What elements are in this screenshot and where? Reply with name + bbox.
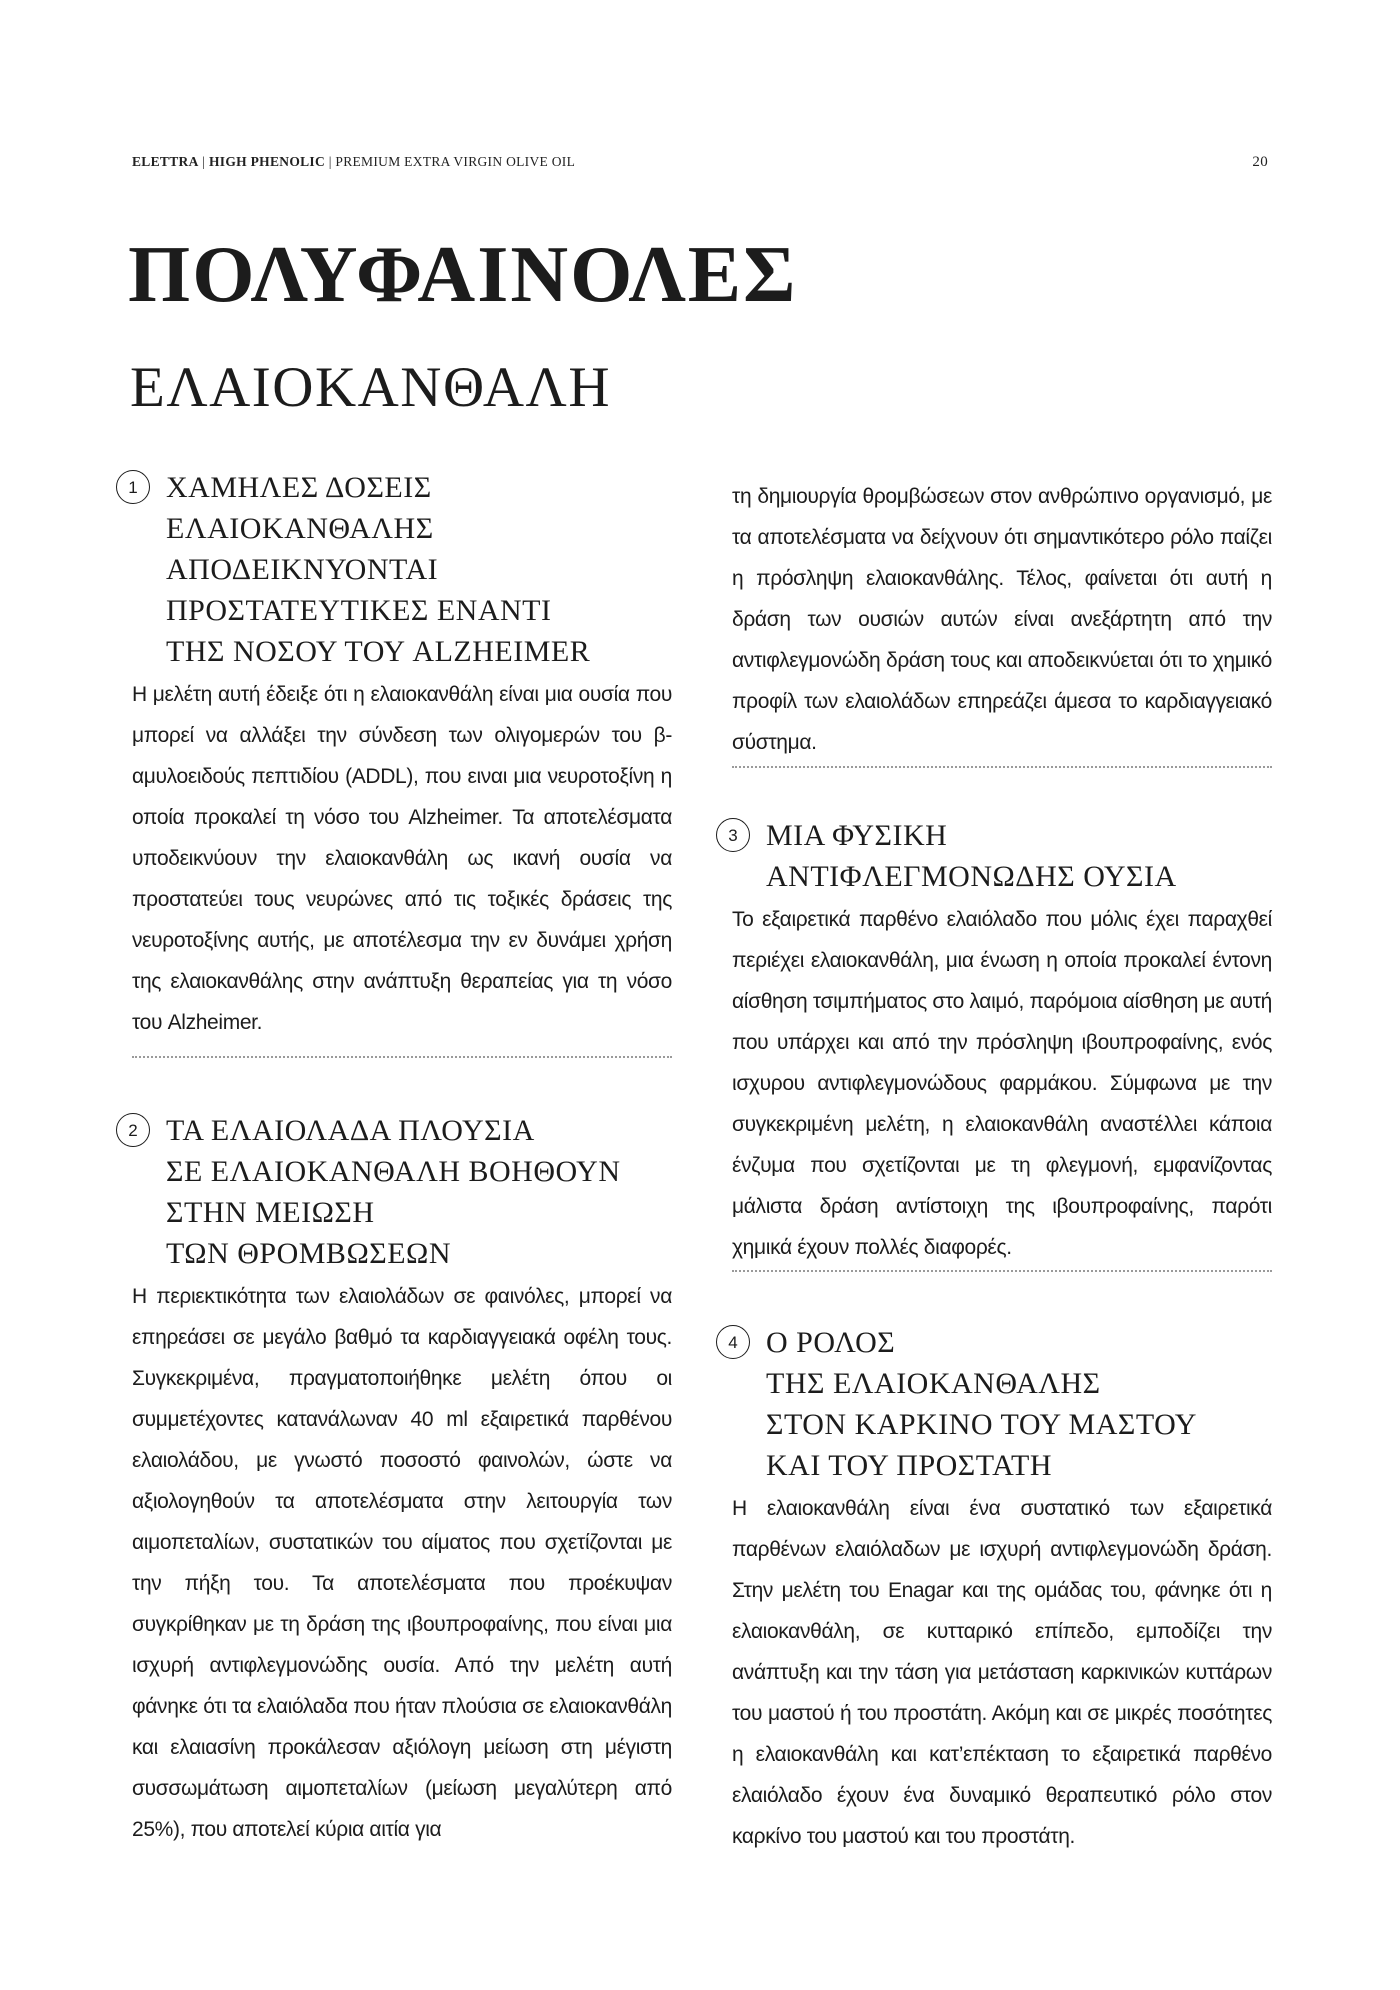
section-number-badge: 2: [116, 1113, 150, 1147]
section-body-continued: τη δημιουργία θρομβώσεων στον ανθρώπινο οργανισμό, με τα αποτελέσματα να δείχνουν ότι σημαντικότερο ρόλο παίζει η πρόσληψη ελαιοκανθάλης. Τέλος, φαίνεται ότι αυτή η δράση των ουσιών αυτών είναι ανεξάρτητη από την αντιφλεγμονώδη δράση τους και αποδεικνύεται ότι το χημικό προφίλ των ελαιολάδων επηρεάζει άμεσα το καρδιαγγειακό σύστημα.: [732, 485, 1272, 754]
right-column: [732, 476, 1272, 763]
heading-line: ΜΙΑ ΦΥΣΙΚΗ: [766, 819, 948, 852]
section-2: [128, 1110, 672, 1850]
section-number-badge: 4: [716, 1325, 750, 1359]
heading-line: ΣΕ ΕΛΑΙΟΚΑΝΘΑΛΗ ΒΟΗΘΟΥΝ: [166, 1155, 621, 1188]
left-column: [128, 467, 672, 1043]
header-line-name: HIGH PHENOLIC: [208, 154, 326, 169]
section-3: [728, 815, 1272, 1268]
heading-line: ΤΗΣ ΕΛΑΙΟΚΑΝΘΑΛΗΣ: [766, 1367, 1101, 1400]
heading-line: ΕΛΑΙΟΚΑΝΘΑΛΗΣ: [166, 512, 434, 545]
section-heading: [766, 815, 1272, 897]
section-heading: [166, 1110, 672, 1274]
heading-line: ΑΠΟΔΕΙΚΝΥΟΝΤΑΙ: [166, 553, 439, 586]
section-heading: [166, 467, 672, 672]
section-body: Η περιεκτικότητα των ελαιολάδων σε φαινόλες, μπορεί να επηρεάσει σε μεγάλο βαθμό τα καρδιαγγειακά οφέλη τους. Συγκεκριμένα, πραγματοποιήθηκε μελέτη όπου οι συμμετέχοντες κατανάλωναν 40 ml εξαιρετικά παρθένου ελαιολάδου, με γνωστό ποσοστό φαινολών, ώστε να αξιολογηθούν τα αποτελέσματα στην λειτουργία των αιμοπεταλίων, συστατικών του αίματος που σχετίζονται με την πήξη του. Τα αποτελέσματα που προέκυψαν συγκρίθηκαν με τη δράση της ιβουπροφαίνης, που είναι μια ισχυρή αντιφλεγμονώδης ουσία. Από την μελέτη αυτή φάνηκε ότι τα ελαιόλαδα που ήταν πλούσια σε ελαιοκανθάλη και ελαιασίνη προκάλεσαν αξιόλογη μείωση στη μέγιστη συσσωμάτωση αιμοπεταλίων (μείωση μεγαλύτερη από 25%), που αποτελεί κύρια αιτία για: [132, 1285, 672, 1841]
section-4: [728, 1322, 1272, 1857]
page-number: 20: [1252, 154, 1268, 170]
section-1: [128, 467, 672, 1043]
section-heading: [766, 1322, 1272, 1486]
heading-line: ΚΑΙ ΤΟΥ ΠΡΟΣΤΑΤΗ: [766, 1449, 1053, 1482]
dotted-divider: [732, 766, 1272, 768]
dotted-divider: [732, 1270, 1272, 1272]
right-column-mid: [728, 815, 1272, 1268]
page-title: ΠΟΛΥΦΑΙΝΟΛΕΣ: [128, 231, 798, 319]
header-product: PREMIUM EXTRA VIRGIN OLIVE OIL: [335, 154, 576, 169]
dotted-divider: [132, 1056, 672, 1058]
heading-line: ΧΑΜΗΛΕΣ ΔΟΣΕΙΣ: [166, 471, 432, 504]
running-header: [132, 154, 1268, 174]
right-column-lower: [728, 1322, 1272, 1857]
heading-line: Ο ΡΟΛΟΣ: [766, 1326, 896, 1359]
page-subtitle: ΕΛΑΙΟΚΑΝΘΑΛΗ: [130, 356, 612, 419]
section-body: Το εξαιρετικά παρθένο ελαιόλαδο που μόλις έχει παραχθεί περιέχει ελαιοκανθάλη, μια ένωση η οποία προκαλεί έντονη αίσθηση τσιμπήματος στο λαιμό, παρόμοια αίσθηση με αυτή που υπάρχει και από την πρόσληψη ιβουπροφαίνης, ενός ισχυρου αντιφλεγμονώδους φαρμάκου. Σύμφωνα με την συγκεκριμένη μελέτη, η ελαιοκανθάλη αναστέλλει κάποια ένζυμα που σχετίζονται με τη φλεγμονή, εμφανίζοντας μάλιστα δράση αντίστοιχη της ιβουπροφαίνης, παρότι χημικά έχουν πολλές διαφορές.: [732, 908, 1272, 1259]
heading-line: ΑΝΤΙΦΛΕΓΜΟΝΩΔΗΣ ΟΥΣΙΑ: [766, 860, 1177, 893]
section-number-badge: 3: [716, 818, 750, 852]
heading-line: ΣΤΟΝ ΚΑΡΚΙΝΟ ΤΟΥ ΜΑΣΤΟΥ: [766, 1408, 1197, 1441]
header-line: [132, 154, 575, 170]
header-separator: |: [325, 154, 336, 169]
heading-line: ΤΩΝ ΘΡΟΜΒΩΣΕΩΝ: [166, 1237, 451, 1270]
heading-line: ΣΤΗΝ ΜΕΙΩΣΗ: [166, 1196, 375, 1229]
heading-line: ΤΗΣ ΝΟΣΟΥ ΤΟΥ ALZHEIMER: [166, 635, 591, 668]
heading-line: ΤΑ ΕΛΑΙΟΛΑΔΑ ΠΛΟΥΣΙΑ: [166, 1114, 535, 1147]
left-column-lower: [128, 1110, 672, 1850]
section-number-badge: 1: [116, 470, 150, 504]
section-body: Η ελαιοκανθάλη είναι ένα συστατικό των εξαιρετικά παρθένων ελαιόλαδων με ισχυρή αντιφλεγμονώδη δράση. Στην μελέτη του Enagar και της ομάδας του, φάνηκε ότι η ελαιοκανθάλη, σε κυτταρικό επίπεδο, εμποδίζει την ανάπτυξη και την τάση για μετάσταση καρκινικών κυττάρων του μαστού ή του προστάτη. Ακόμη και σε μικρές ποσότητες η ελαιοκανθάλη και κατ’επέκταση το εξαιρετικά παρθένο ελαιόλαδο έχουν ένα δυναμικό θεραπευτικό ρόλο στον καρκίνο του μαστού και του προστάτη.: [732, 1497, 1272, 1848]
section-body: Η μελέτη αυτή έδειξε ότι η ελαιοκανθάλη είναι μια ουσία που μπορεί να αλλάξει την σύνδεση των ολιγομερών του β-αμυλοειδούς πεπτιδίου (ADDL), που ειναι μια νευροτοξίνη η οποία προκαλεί τη νόσο του Alzheimer. Τα αποτελέσματα υποδεικνύουν την ελαιοκανθάλη ως ικανή ουσία να προστατεύει τους νευρώνες από τις τοξικές δράσεις της νευροτοξίνης αυτής, με αποτέλεσμα την εν δυνάμει χρήση της ελαιοκανθάλης στην ανάπτυξη θεραπείας για τη νόσο του Alzheimer.: [132, 683, 672, 1034]
header-separator: |: [198, 154, 209, 169]
header-brand: ELETTRA: [132, 154, 199, 169]
heading-line: ΠΡΟΣΤΑΤΕΥΤΙΚΕΣ ΕΝΑΝΤΙ: [166, 594, 552, 627]
